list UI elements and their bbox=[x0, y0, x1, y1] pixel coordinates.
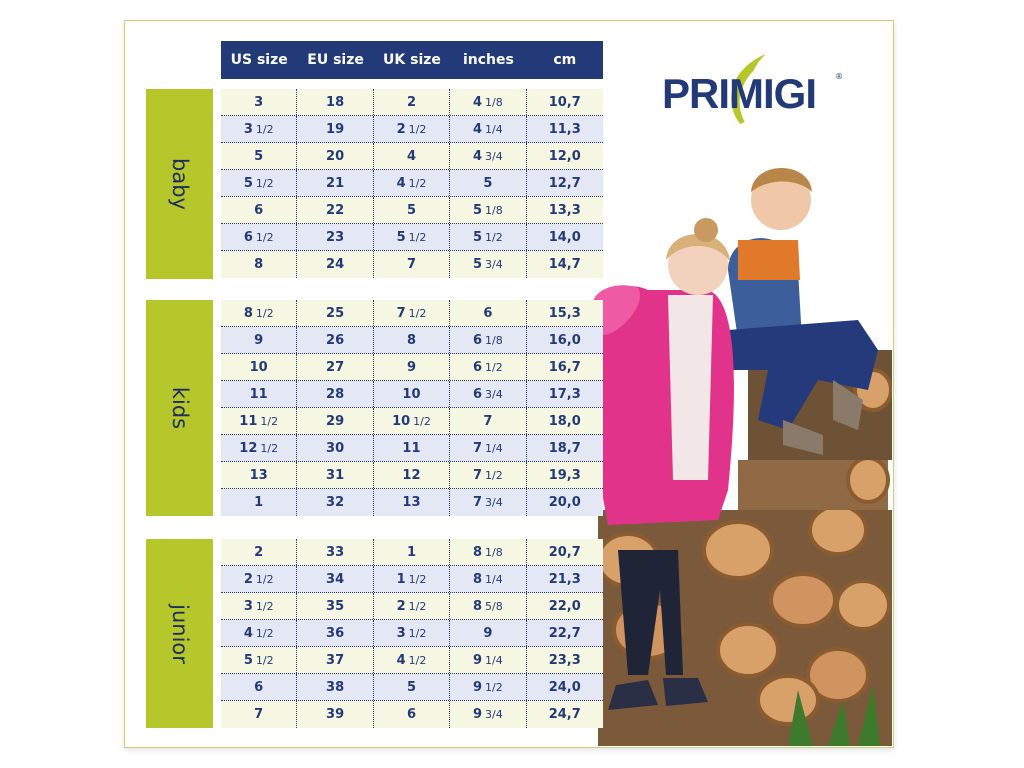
table-cell bbox=[527, 224, 603, 250]
cell-value: 8 bbox=[406, 332, 416, 348]
cell-value: 12 bbox=[239, 440, 258, 456]
table-cell bbox=[527, 251, 603, 278]
table-cell bbox=[374, 300, 450, 326]
cell-value: 11 bbox=[239, 413, 258, 429]
cell-value: 24 bbox=[326, 257, 345, 272]
cell-value: 37 bbox=[326, 652, 345, 668]
cell-value: 9 bbox=[472, 679, 483, 695]
cell-value: 35 bbox=[326, 598, 345, 614]
table-cell bbox=[527, 197, 603, 223]
cell-value: 20,0 bbox=[548, 495, 581, 510]
cell-value: 3 bbox=[254, 94, 264, 110]
cell-value: 4 bbox=[472, 121, 483, 137]
table-cell bbox=[221, 435, 297, 461]
cell-value: 22 bbox=[326, 202, 345, 218]
table-row bbox=[221, 300, 603, 327]
table-row bbox=[221, 489, 603, 516]
cell-value: 7 bbox=[254, 707, 264, 722]
section-baby-rows bbox=[221, 89, 603, 278]
cell-value: 5 bbox=[472, 202, 483, 218]
cell-value: 25 bbox=[326, 305, 345, 321]
cell-value: 11 bbox=[402, 440, 421, 456]
table-row bbox=[221, 381, 603, 408]
cell-fraction: 1/2 bbox=[408, 653, 427, 667]
table-cell bbox=[221, 224, 297, 250]
table-cell bbox=[374, 327, 450, 353]
table-row bbox=[221, 566, 603, 593]
section-kids-rows bbox=[221, 300, 603, 516]
cell-value: 4 bbox=[472, 148, 483, 164]
table-cell bbox=[297, 539, 373, 565]
table-row bbox=[221, 647, 603, 674]
cell-fraction: 1/2 bbox=[260, 414, 279, 428]
table-cell bbox=[374, 381, 450, 407]
cell-value: 1 bbox=[396, 571, 406, 587]
table-cell bbox=[527, 408, 603, 434]
cell-value: 9 bbox=[406, 359, 416, 375]
table-cell bbox=[527, 89, 603, 115]
table-cell bbox=[374, 89, 450, 115]
table-cell bbox=[221, 116, 297, 142]
cell-value: 4 bbox=[406, 148, 416, 164]
cell-value: 6 bbox=[406, 707, 416, 722]
table-row bbox=[221, 197, 603, 224]
cell-fraction: 1/4 bbox=[485, 572, 503, 586]
cell-value: 24,7 bbox=[548, 707, 581, 722]
cell-value: 8 bbox=[472, 598, 483, 614]
table-cell bbox=[374, 143, 450, 169]
table-cell bbox=[527, 701, 603, 728]
cell-value: 10 bbox=[249, 359, 268, 375]
cell-value: 8 bbox=[472, 544, 483, 560]
table-cell bbox=[297, 408, 373, 434]
header-inches: inches bbox=[462, 52, 514, 68]
cell-value: 18 bbox=[326, 94, 345, 110]
table-row bbox=[221, 327, 603, 354]
table-cell bbox=[450, 224, 526, 250]
cell-value: 5 bbox=[406, 679, 416, 695]
table-cell bbox=[527, 593, 603, 619]
header-cm: cm bbox=[553, 52, 577, 68]
cell-value: 33 bbox=[326, 544, 345, 560]
table-cell bbox=[450, 143, 526, 169]
cell-fraction: 5/8 bbox=[485, 599, 503, 613]
table-cell bbox=[297, 593, 373, 619]
cell-value: 12,7 bbox=[548, 175, 581, 191]
table-row bbox=[221, 170, 603, 197]
cell-fraction: 1/2 bbox=[485, 468, 503, 482]
cell-value: 7 bbox=[472, 495, 483, 510]
table-cell bbox=[297, 462, 373, 488]
table-cell bbox=[297, 143, 373, 169]
cell-value: 16,7 bbox=[548, 359, 581, 375]
table-cell bbox=[374, 354, 450, 380]
table-cell bbox=[527, 143, 603, 169]
table-cell bbox=[297, 116, 373, 142]
table-cell bbox=[527, 647, 603, 673]
cell-value: 9 bbox=[254, 332, 264, 348]
table-cell bbox=[297, 170, 373, 196]
table-cell bbox=[450, 197, 526, 223]
cell-value: 23 bbox=[326, 229, 345, 245]
table-cell bbox=[221, 143, 297, 169]
cell-value: 1 bbox=[254, 495, 264, 510]
table-cell bbox=[527, 381, 603, 407]
cell-value: 19,3 bbox=[548, 467, 581, 483]
cell-value: 6 bbox=[254, 679, 264, 695]
header-eu-size: EU size bbox=[307, 52, 364, 68]
table-cell bbox=[527, 116, 603, 142]
cell-value: 12 bbox=[402, 467, 421, 483]
cell-fraction: 1/2 bbox=[255, 230, 274, 244]
cell-value: 14,7 bbox=[548, 257, 581, 272]
cell-value: 8 bbox=[243, 305, 253, 321]
cell-value: 13 bbox=[249, 467, 268, 483]
table-cell bbox=[297, 89, 373, 115]
cell-value: 7 bbox=[472, 440, 483, 456]
cell-value: 20 bbox=[326, 148, 345, 164]
cell-value: 34 bbox=[326, 571, 345, 587]
table-row bbox=[221, 674, 603, 701]
cell-fraction: 1/2 bbox=[255, 653, 274, 667]
table-cell bbox=[450, 539, 526, 565]
table-cell bbox=[221, 566, 297, 592]
cell-value: 36 bbox=[326, 625, 345, 641]
table-header bbox=[221, 41, 603, 79]
cell-value: 3 bbox=[396, 625, 406, 641]
table-cell bbox=[450, 170, 526, 196]
cell-value: 15,3 bbox=[548, 305, 581, 321]
cell-value: 30 bbox=[326, 440, 345, 456]
cell-fraction: 3/4 bbox=[485, 149, 503, 163]
header-us-size: US size bbox=[230, 52, 288, 68]
cell-value: 6 bbox=[472, 332, 483, 348]
table-row bbox=[221, 143, 603, 170]
cell-value: 11,3 bbox=[548, 121, 581, 137]
table-cell bbox=[297, 251, 373, 278]
section-label-baby: baby bbox=[146, 89, 213, 279]
cell-value: 6 bbox=[483, 305, 493, 321]
table-cell bbox=[297, 620, 373, 646]
cell-fraction: 1/2 bbox=[260, 441, 279, 455]
cell-value: 2 bbox=[406, 94, 416, 110]
table-cell bbox=[450, 620, 526, 646]
table-cell bbox=[221, 197, 297, 223]
table-cell bbox=[221, 381, 297, 407]
table-cell bbox=[527, 489, 603, 516]
cell-fraction: 1/2 bbox=[255, 306, 274, 320]
cell-fraction: 1/2 bbox=[408, 122, 427, 136]
table-cell bbox=[374, 620, 450, 646]
table-cell bbox=[297, 381, 373, 407]
table-cell bbox=[374, 435, 450, 461]
table-cell bbox=[374, 408, 450, 434]
table-cell bbox=[527, 620, 603, 646]
table-cell bbox=[297, 300, 373, 326]
cell-fraction: 1/8 bbox=[485, 203, 503, 217]
cell-fraction: 1/2 bbox=[408, 176, 427, 190]
table-cell bbox=[221, 170, 297, 196]
kids-on-logs-photo bbox=[588, 130, 892, 746]
logo-registered-mark: ® bbox=[835, 72, 843, 81]
table-cell bbox=[450, 354, 526, 380]
cell-fraction: 3/4 bbox=[485, 387, 503, 401]
cell-value: 10,7 bbox=[548, 94, 581, 110]
table-cell bbox=[297, 224, 373, 250]
cell-value: 6 bbox=[243, 229, 253, 245]
cell-value: 5 bbox=[243, 175, 253, 191]
table-row bbox=[221, 593, 603, 620]
cell-value: 1 bbox=[406, 544, 416, 560]
table-cell bbox=[450, 647, 526, 673]
cell-value: 5 bbox=[396, 229, 406, 245]
table-cell bbox=[450, 327, 526, 353]
cell-value: 19 bbox=[326, 121, 345, 137]
cell-fraction: 1/2 bbox=[408, 572, 427, 586]
table-cell bbox=[297, 674, 373, 700]
cell-fraction: 1/8 bbox=[485, 545, 503, 559]
cell-value: 31 bbox=[326, 467, 345, 483]
cell-value: 2 bbox=[396, 598, 406, 614]
cell-value: 7 bbox=[472, 467, 483, 483]
table-row bbox=[221, 89, 603, 116]
table-cell bbox=[374, 674, 450, 700]
table-cell bbox=[450, 701, 526, 728]
cell-fraction: 1/4 bbox=[485, 122, 503, 136]
cell-value: 7 bbox=[396, 305, 406, 321]
cell-value: 2 bbox=[243, 571, 253, 587]
cell-value: 5 bbox=[483, 175, 493, 191]
cell-value: 7 bbox=[483, 413, 493, 429]
table-row bbox=[221, 435, 603, 462]
table-cell bbox=[297, 354, 373, 380]
cell-value: 32 bbox=[326, 495, 345, 510]
table-cell bbox=[221, 462, 297, 488]
cell-fraction: 1/4 bbox=[485, 653, 503, 667]
table-cell bbox=[527, 354, 603, 380]
cell-value: 7 bbox=[406, 257, 416, 272]
table-row bbox=[221, 620, 603, 647]
header-uk-size: UK size bbox=[383, 52, 441, 68]
cell-value: 22,0 bbox=[548, 598, 581, 614]
table-cell bbox=[221, 701, 297, 728]
table-cell bbox=[297, 489, 373, 516]
table-cell bbox=[450, 116, 526, 142]
section-label-kids: kids bbox=[146, 300, 213, 516]
table-cell bbox=[527, 170, 603, 196]
table-cell bbox=[450, 489, 526, 516]
cell-fraction: 1/2 bbox=[255, 599, 274, 613]
table-cell bbox=[450, 435, 526, 461]
cell-fraction: 1/2 bbox=[408, 599, 427, 613]
table-cell bbox=[527, 435, 603, 461]
cell-fraction: 1/8 bbox=[485, 95, 503, 109]
table-cell bbox=[221, 489, 297, 516]
cell-value: 18,0 bbox=[548, 413, 581, 429]
table-row bbox=[221, 408, 603, 435]
cell-value: 2 bbox=[254, 544, 264, 560]
table-cell bbox=[374, 116, 450, 142]
cell-value: 21 bbox=[326, 175, 345, 191]
table-cell bbox=[221, 251, 297, 278]
table-cell bbox=[450, 381, 526, 407]
cell-value: 38 bbox=[326, 679, 345, 695]
cell-value: 29 bbox=[326, 413, 345, 429]
table-cell bbox=[527, 539, 603, 565]
cell-value: 20,7 bbox=[548, 544, 581, 560]
table-cell bbox=[297, 327, 373, 353]
table-cell bbox=[221, 327, 297, 353]
table-cell bbox=[221, 408, 297, 434]
cell-value: 18,7 bbox=[548, 440, 581, 456]
table-cell bbox=[374, 566, 450, 592]
table-cell bbox=[221, 674, 297, 700]
table-cell bbox=[221, 620, 297, 646]
table-row bbox=[221, 701, 603, 728]
cell-value: 10 bbox=[392, 413, 411, 429]
cell-fraction: 1/2 bbox=[408, 230, 427, 244]
table-row bbox=[221, 354, 603, 381]
table-row bbox=[221, 251, 603, 278]
cell-value: 9 bbox=[472, 707, 483, 722]
cell-value: 10 bbox=[402, 386, 421, 402]
cell-value: 17,3 bbox=[548, 386, 581, 402]
cell-fraction: 1/2 bbox=[485, 360, 503, 374]
cell-value: 21,3 bbox=[548, 571, 581, 587]
cell-fraction: 1/2 bbox=[485, 230, 503, 244]
cell-value: 5 bbox=[406, 202, 416, 218]
primigi-logo bbox=[662, 50, 842, 132]
table-cell bbox=[297, 566, 373, 592]
cell-value: 22,7 bbox=[548, 625, 581, 641]
cell-value: 26 bbox=[326, 332, 345, 348]
table-cell bbox=[450, 674, 526, 700]
cell-value: 5 bbox=[243, 652, 253, 668]
cell-fraction: 1/8 bbox=[485, 333, 503, 347]
cell-value: 28 bbox=[326, 386, 345, 402]
table-cell bbox=[221, 89, 297, 115]
table-cell bbox=[527, 566, 603, 592]
table-cell bbox=[221, 593, 297, 619]
table-cell bbox=[527, 300, 603, 326]
cell-value: 9 bbox=[472, 652, 483, 668]
cell-value: 14,0 bbox=[548, 229, 581, 245]
cell-value: 12,0 bbox=[548, 148, 581, 164]
cell-value: 6 bbox=[472, 386, 483, 402]
table-cell bbox=[374, 251, 450, 278]
table-cell bbox=[374, 489, 450, 516]
table-cell bbox=[450, 593, 526, 619]
table-cell bbox=[374, 224, 450, 250]
table-cell bbox=[450, 251, 526, 278]
table-cell bbox=[450, 462, 526, 488]
table-cell bbox=[221, 300, 297, 326]
table-cell bbox=[297, 701, 373, 728]
cell-value: 5 bbox=[472, 229, 483, 245]
cell-value: 4 bbox=[472, 94, 483, 110]
cell-value: 23,3 bbox=[548, 652, 581, 668]
cell-value: 5 bbox=[472, 257, 483, 272]
cell-fraction: 1/4 bbox=[485, 441, 503, 455]
table-cell bbox=[527, 462, 603, 488]
cell-value: 4 bbox=[243, 625, 253, 641]
cell-value: 8 bbox=[472, 571, 483, 587]
cell-value: 8 bbox=[254, 257, 264, 272]
table-cell bbox=[221, 539, 297, 565]
table-cell bbox=[297, 647, 373, 673]
cell-value: 6 bbox=[472, 359, 483, 375]
cell-fraction: 1/2 bbox=[255, 176, 274, 190]
cell-fraction: 1/2 bbox=[413, 414, 431, 428]
cell-fraction: 1/2 bbox=[408, 626, 427, 640]
cell-fraction: 1/2 bbox=[255, 122, 274, 136]
cell-fraction: 1/2 bbox=[255, 572, 274, 586]
table-cell bbox=[297, 197, 373, 223]
cell-value: 5 bbox=[254, 148, 264, 164]
table-cell bbox=[221, 647, 297, 673]
cell-value: 3 bbox=[243, 598, 253, 614]
table-cell bbox=[527, 674, 603, 700]
cell-fraction: 3/4 bbox=[485, 708, 503, 721]
table-cell bbox=[450, 300, 526, 326]
table-cell bbox=[374, 197, 450, 223]
section-label-junior: junior bbox=[146, 539, 213, 728]
logo-text: PRIMIGI bbox=[662, 70, 817, 117]
table-cell bbox=[374, 701, 450, 728]
cell-value: 4 bbox=[396, 175, 406, 191]
cell-fraction: 1/2 bbox=[408, 306, 427, 320]
table-cell bbox=[374, 593, 450, 619]
cell-value: 11 bbox=[249, 386, 268, 402]
table-cell bbox=[374, 170, 450, 196]
table-cell bbox=[450, 566, 526, 592]
cell-value: 39 bbox=[326, 707, 345, 722]
cell-value: 4 bbox=[396, 652, 406, 668]
table-cell bbox=[221, 354, 297, 380]
table-cell bbox=[374, 539, 450, 565]
table-cell bbox=[450, 89, 526, 115]
cell-value: 6 bbox=[254, 202, 264, 218]
table-cell bbox=[450, 408, 526, 434]
cell-value: 24,0 bbox=[548, 679, 581, 695]
table-row bbox=[221, 462, 603, 489]
table-cell bbox=[527, 327, 603, 353]
cell-value: 9 bbox=[483, 625, 493, 641]
table-row bbox=[221, 224, 603, 251]
cell-fraction: 3/4 bbox=[485, 258, 503, 271]
table-cell bbox=[297, 435, 373, 461]
table-cell bbox=[374, 647, 450, 673]
table-cell bbox=[374, 462, 450, 488]
cell-value: 27 bbox=[326, 359, 345, 375]
section-junior-rows bbox=[221, 539, 603, 728]
cell-value: 3 bbox=[243, 121, 253, 137]
cell-value: 13,3 bbox=[548, 202, 581, 218]
table-row bbox=[221, 116, 603, 143]
cell-fraction: 1/2 bbox=[485, 680, 503, 694]
cell-fraction: 1/2 bbox=[255, 626, 274, 640]
cell-fraction: 3/4 bbox=[485, 496, 503, 509]
table-row bbox=[221, 539, 603, 566]
cell-value: 13 bbox=[402, 495, 421, 510]
cell-value: 2 bbox=[396, 121, 406, 137]
cell-value: 16,0 bbox=[548, 332, 581, 348]
